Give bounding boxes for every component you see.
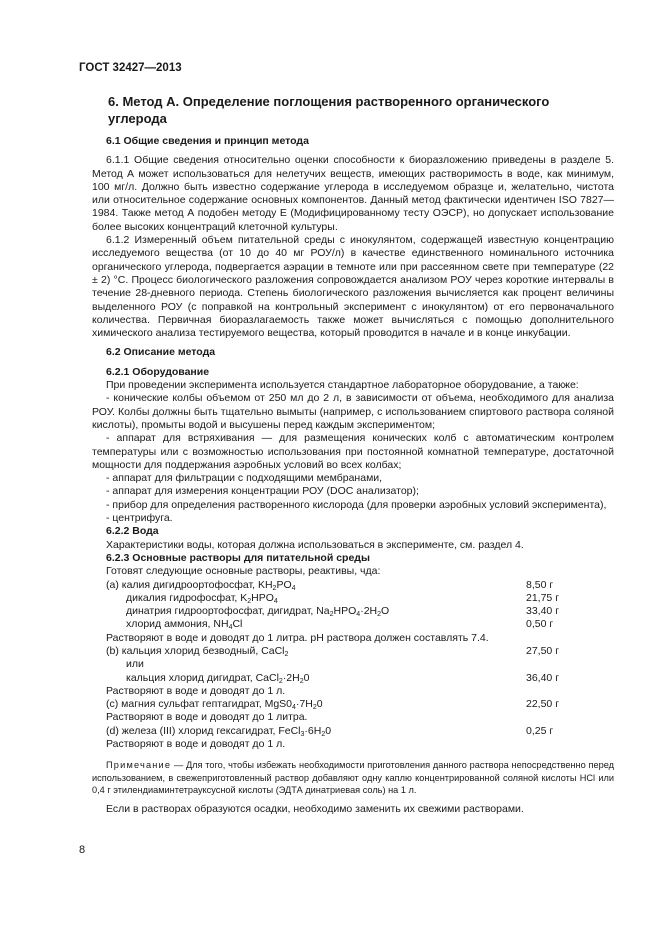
reagent-name: кальция хлорид дигидрат, $CaCl_2\cdot 2H_20$ [126, 671, 310, 685]
note-text: — Для того, чтобы избежать необходимости приготовления данного раствора непосредственно перед использованием, в свежеприготовленный раствор добавляют одну каплю концентрированной соляной кислоты HCl или 0,4 г этилендиаминтетрауксусной кислоты (ЭДТА динатриевая соль) на 1 л. [92, 760, 614, 795]
reagent-row [92, 592, 614, 605]
document-header: ГОСТ 32427—2013 [79, 62, 182, 74]
reagent-value: 27,50 г [526, 644, 560, 657]
subsection-6-2-title: 6.2 Описание метода [106, 346, 216, 359]
reagent-name: калия дигидроортофосфат, $KH_2PO_4$ [121, 578, 296, 592]
solution-instruction: Растворяют в воде и доводят до 1 л. [106, 738, 286, 751]
page-number: 8 [79, 844, 86, 856]
reagent-row [92, 698, 614, 711]
reagent-name: динатрия гидроортофосфат, дигидрат, $Na_2HPO_4\cdot 2H_2O$ [126, 605, 390, 619]
subsection-6-2-3-title: 6.2.3 Основные растворы для питательной среды [106, 551, 370, 564]
reagent-value: 8,50 г [526, 578, 554, 591]
reagent-value: 22,50 г [526, 698, 560, 711]
note [92, 759, 614, 796]
equipment-item: - аппарат для встряхивания — для размещения конических колб с автоматическим контролем температуры или с возможностью использования при постоянной комнатной температуре, достаточной мощности для поддержания аэробных условий во всех колбах; [92, 432, 614, 471]
reagent-name: хлорид аммония, $NH_4Cl$ [126, 618, 243, 632]
subsection-6-2-1-title: 6.2.1 Оборудование [106, 365, 210, 378]
equipment-item: - конические колбы объемом от 250 мл до 2 л, в зависимости от объема, необходимого для анализа РОУ. Колбы должны быть тщательно вымыты (например, с использованием спиртового раствора соляной кислоты), промыты водой и высушены перед каждым экспериментом; [92, 392, 614, 431]
reagent-label: (а) [106, 578, 119, 591]
reagent-value: 21,75 г [526, 591, 560, 604]
equipment-item: - аппарат для измерения концентрации РОУ (DOC анализатор); [106, 485, 419, 498]
note-label: Примечание [106, 760, 172, 771]
solution-instruction: Растворяют в воде и доводят до 1 л. [106, 684, 286, 697]
subsection-6-1-title: 6.1 Общие сведения и принцип метода [106, 135, 309, 147]
reagent-row [92, 658, 614, 671]
reagent-row [92, 579, 614, 592]
page-body [92, 135, 614, 816]
reagent-row [92, 618, 614, 631]
reagent-name: дикалия гидрофосфат, $K_2HPO_4$ [126, 591, 278, 605]
reagent-value: 0,50 г [526, 618, 554, 631]
reagent-value: 33,40 г [526, 605, 560, 618]
reagent-value: 0,25 г [526, 724, 554, 737]
reagent-name: железа (III) хлорид гексагидрат, $FeCl_3\cdot 6H_20$ [121, 724, 332, 738]
reagent-label: (c) [106, 698, 119, 711]
equipment-item: - прибор для определения растворенного кислорода (для проверки аэробных условий эксперимента), [106, 498, 607, 511]
equipment-item: - аппарат для фильтрации с подходящими мембранами, [106, 472, 383, 485]
reagent-row [92, 725, 614, 738]
reagent-name: магния сульфат гептагидрат, $MgS0_4\cdot 7H_20$ [121, 698, 323, 712]
closing-paragraph: Если в растворах образуются осадки, необходимо заменить их свежими растворами. [106, 802, 524, 815]
paragraph-6-1-1: 6.1.1 Общие сведения относительно оценки способности к биоразложению приведены в разделе 5. Метод А может использоваться для нелетучих веществ, имеющих растворимость в воде, как минимум, 100 мг/л. Должно быть известно содержание углерода в исследуемом образце и, желательно, чистота или относительное содержание основных компонентов. Данный метод фактически идентичен ISO 7827—1984. Также метод А подобен методу Е (Модифицированному тесту ОЭСР), но допускает использование более высоких концентраций клеточной культуры. [92, 154, 614, 233]
water-text: Характеристики воды, которая должна использоваться в эксперименте, см. раздел 4. [106, 538, 524, 551]
reagent-value: 36,40 г [526, 671, 560, 684]
paragraph-6-1-2: 6.1.2 Измеренный объем питательной среды с инокулянтом, содержащей известную концентрацию исследуемого вещества (от 10 до 40 мг РОУ/л) в качестве единственного номинального источника органического углерода, подвергается аэрации в темноте или при рассеянном свете при температуре (22 ± 2) °С. Процесс биологического разложения сопровождается анализом РОУ через короткие интервалы в течение 28-дневного периода. Степень биологического разложения вычисляется как процент величины выделенного РОУ (с поправкой на контрольный эксперимент с инокулянтом) от его первоначального количества. Первичная биоразлагаемость также может вычисляться с помощью дополнительного химического анализа тестируемого вещества, который проводится в начале и в конце инкубации. [92, 234, 614, 340]
reagent-row [92, 605, 614, 618]
section-title: 6. Метод А. Определение поглощения растворенного органического углерода [108, 94, 550, 126]
equipment-item: - центрифуга. [106, 512, 173, 525]
reagent-alt: или [126, 658, 144, 671]
solution-instruction: Растворяют в воде и доводят до 1 литра. pH раствора должен составлять 7.4. [106, 631, 489, 644]
reagent-row [92, 645, 614, 658]
reagent-name: кальция хлорид безводный, CaCl$_2$ [121, 644, 289, 658]
reagent-label: (d) [106, 724, 119, 737]
reagent-label: (b) [106, 644, 119, 657]
subsection-6-2-2-title: 6.2.2 Вода [106, 525, 159, 538]
reagent-row [92, 672, 614, 685]
solutions-intro: Готовят следующие основные растворы, реактивы, чда: [106, 565, 381, 578]
solution-instruction: Растворяют в воде и доводят до 1 литра. [106, 711, 308, 724]
equipment-intro: При проведении эксперимента используется стандартное лабораторное оборудование, а также: [106, 379, 579, 392]
